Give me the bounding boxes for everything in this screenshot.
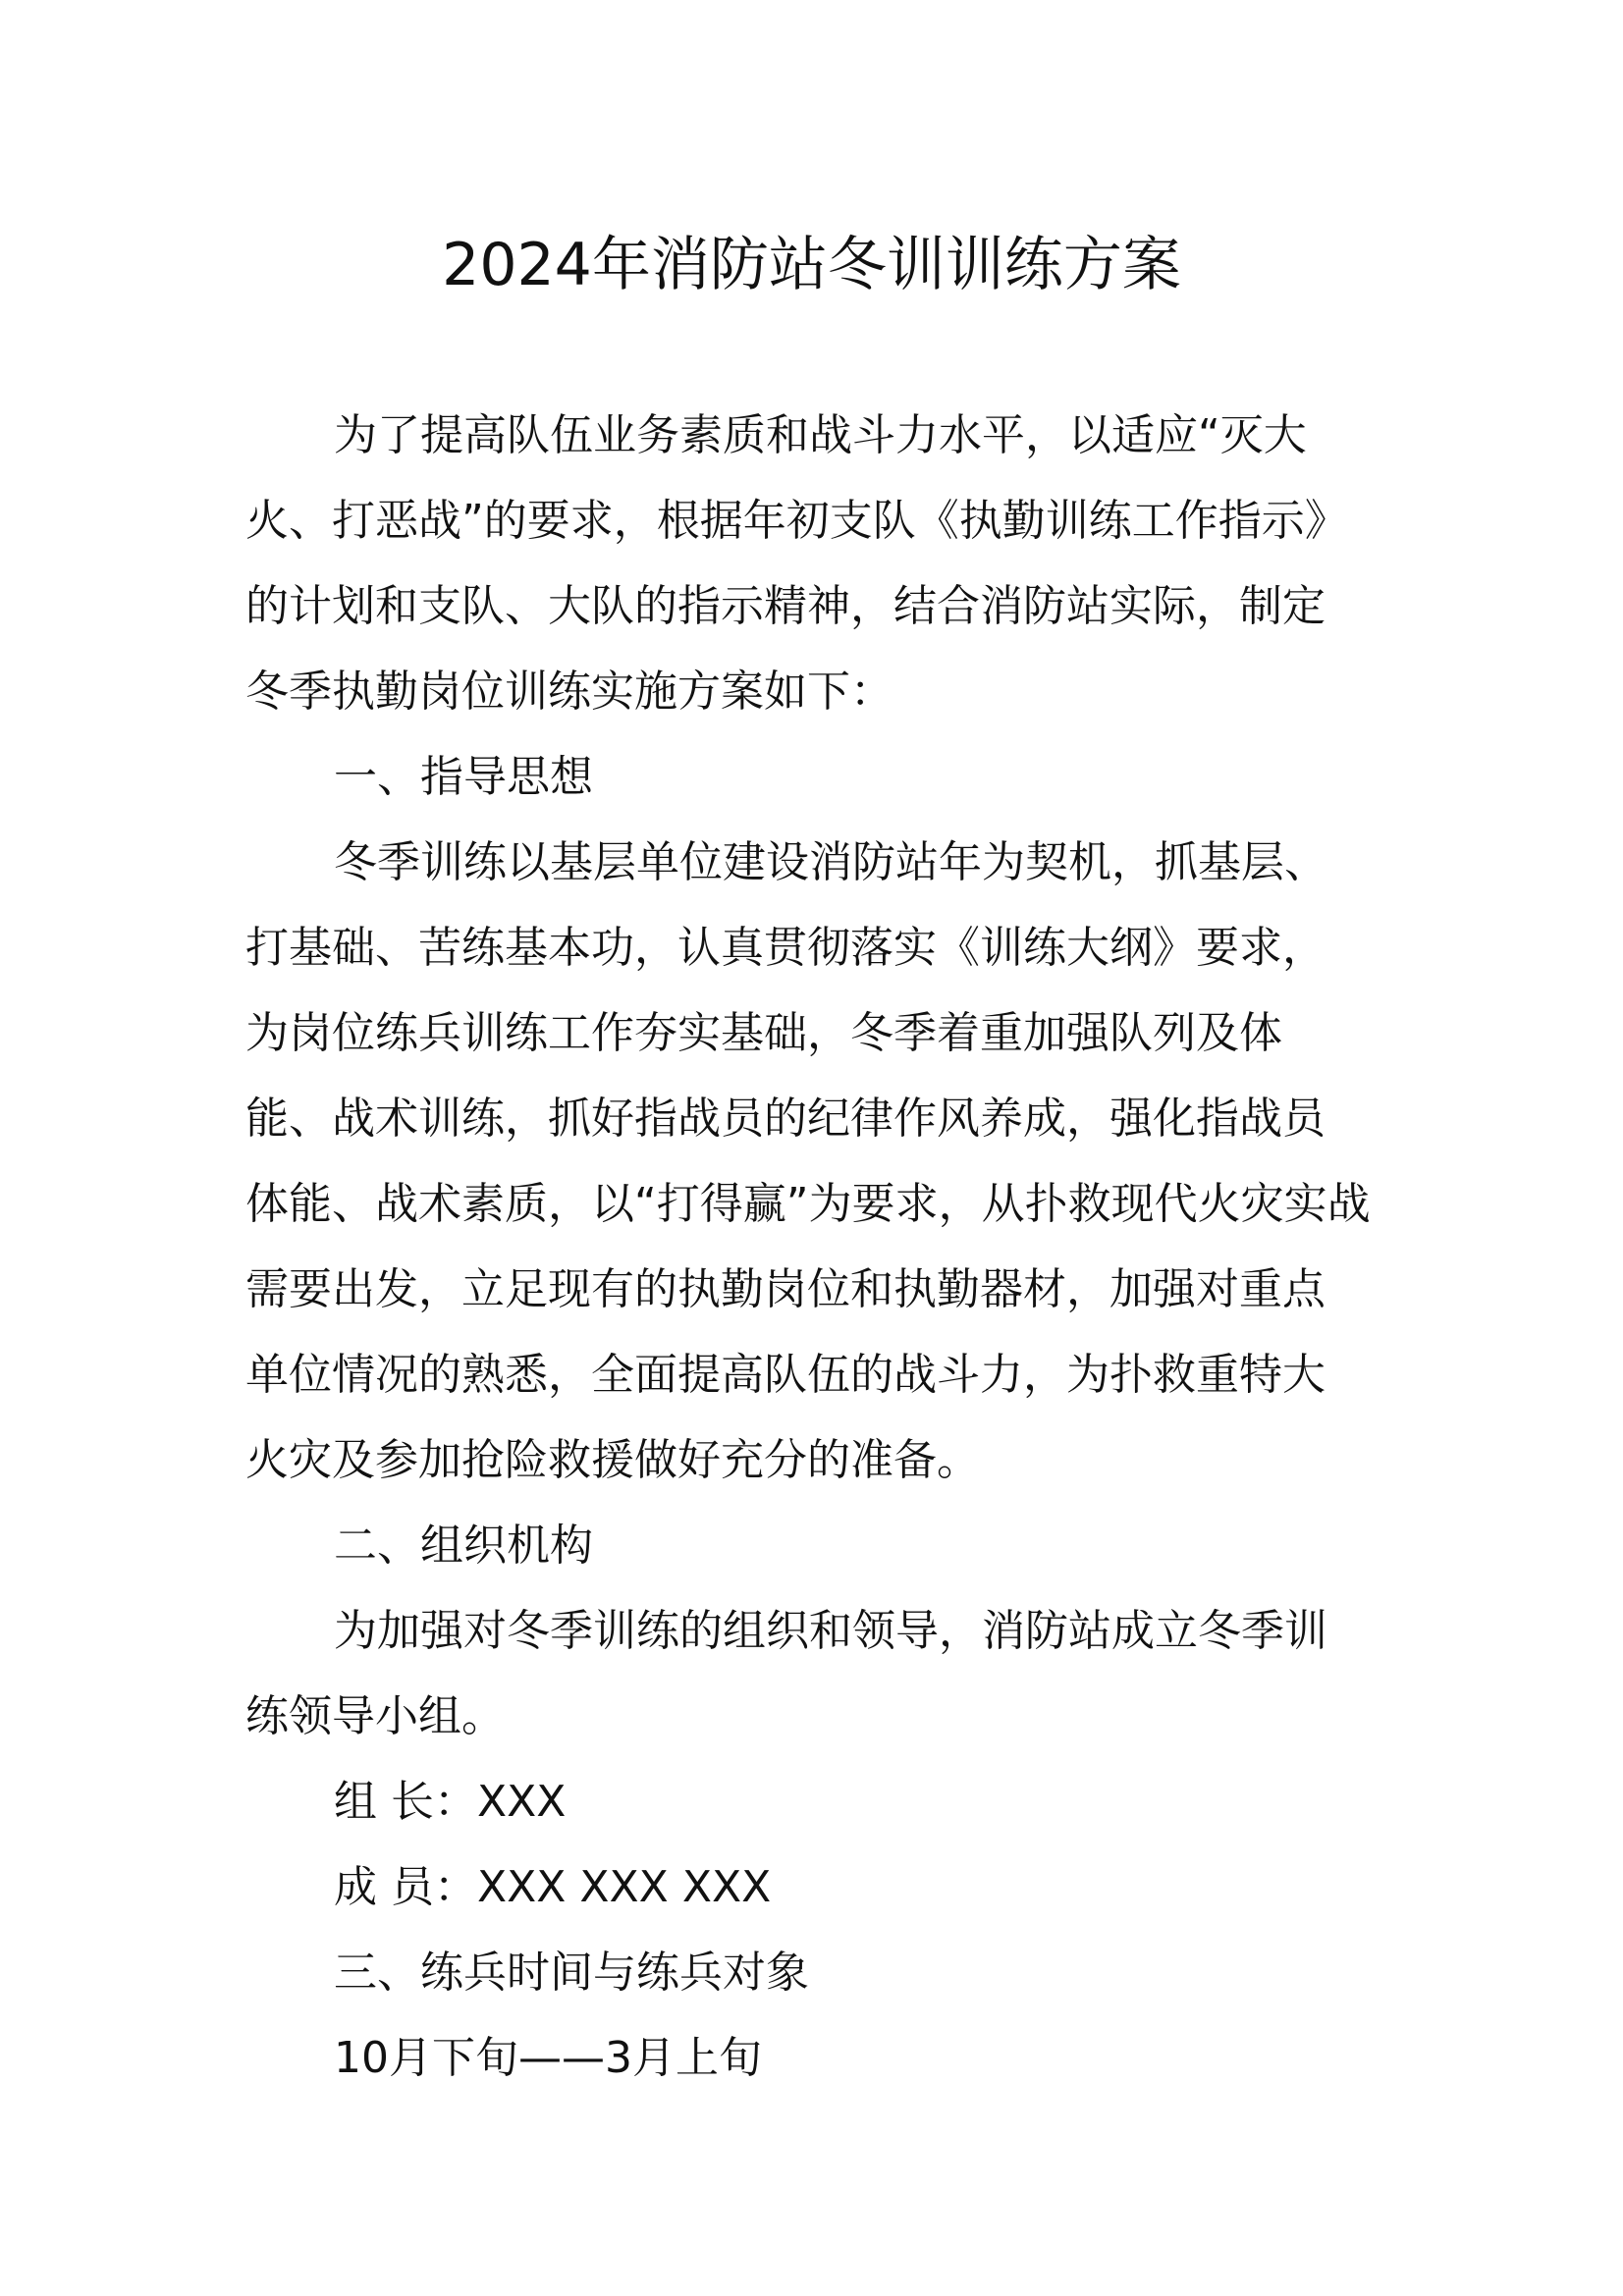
paragraph-intro-line-2: 火、打恶战”的要求，根据年初支队《执勤训练工作指示》 (245, 496, 1348, 546)
paragraph-intro-line-4: 冬季执勤岗位训练实施方案如下： (245, 667, 893, 717)
paragraph-guiding-line-7: 单位情况的熟悉，全面提高队伍的战斗力，为扑救重特大 (245, 1350, 1325, 1400)
document-body (245, 393, 1384, 2101)
section-heading-training-time-and-target: 三、练兵时间与练兵对象 (334, 1948, 809, 1998)
section-heading-organization: 二、组织机构 (334, 1521, 593, 1571)
paragraph-intro-line-1: 为了提高队伍业务素质和战斗力水平，以适应“灭大 (334, 410, 1307, 460)
paragraph-guiding-line-8: 火灾及参加抢险救援做好充分的准备。 (245, 1435, 980, 1485)
paragraph-guiding-line-3: 为岗位练兵训练工作夯实基础，冬季着重加强队列及体 (245, 1008, 1282, 1058)
paragraph-intro-line-3: 的计划和支队、大队的指示精神，结合消防站实际，制定 (245, 581, 1325, 631)
paragraph-guiding-line-5: 体能、战术素质，以“打得赢”为要求，从扑救现代火灾实战 (245, 1179, 1371, 1229)
section-heading-guiding-thought: 一、指导思想 (334, 752, 593, 802)
paragraph-guiding-line-6: 需要出发，立足现有的执勤岗位和执勤器材，加强对重点 (245, 1264, 1325, 1314)
paragraph-guiding-line-1: 冬季训练以基层单位建设消防站年为契机，抓基层、 (334, 837, 1327, 887)
paragraph-organization-line-1: 为加强对冬季训练的组织和领导，消防站成立冬季训 (334, 1606, 1327, 1656)
document-title: 2024年消防站冬训训练方案 (442, 231, 1181, 299)
team-leader-line: 组 长：XXX (334, 1777, 567, 1827)
training-period-line: 10月下旬——3月上旬 (334, 2033, 762, 2083)
paragraph-guiding-line-4: 能、战术训练，抓好指战员的纪律作风养成，强化指战员 (245, 1094, 1325, 1144)
team-members-line: 成 员：XXX XXX XXX (334, 1862, 772, 1912)
paragraph-organization-line-2: 练领导小组。 (245, 1691, 505, 1741)
paragraph-guiding-line-2: 打基础、苦练基本功，认真贯彻落实《训练大纲》要求， (245, 923, 1325, 973)
